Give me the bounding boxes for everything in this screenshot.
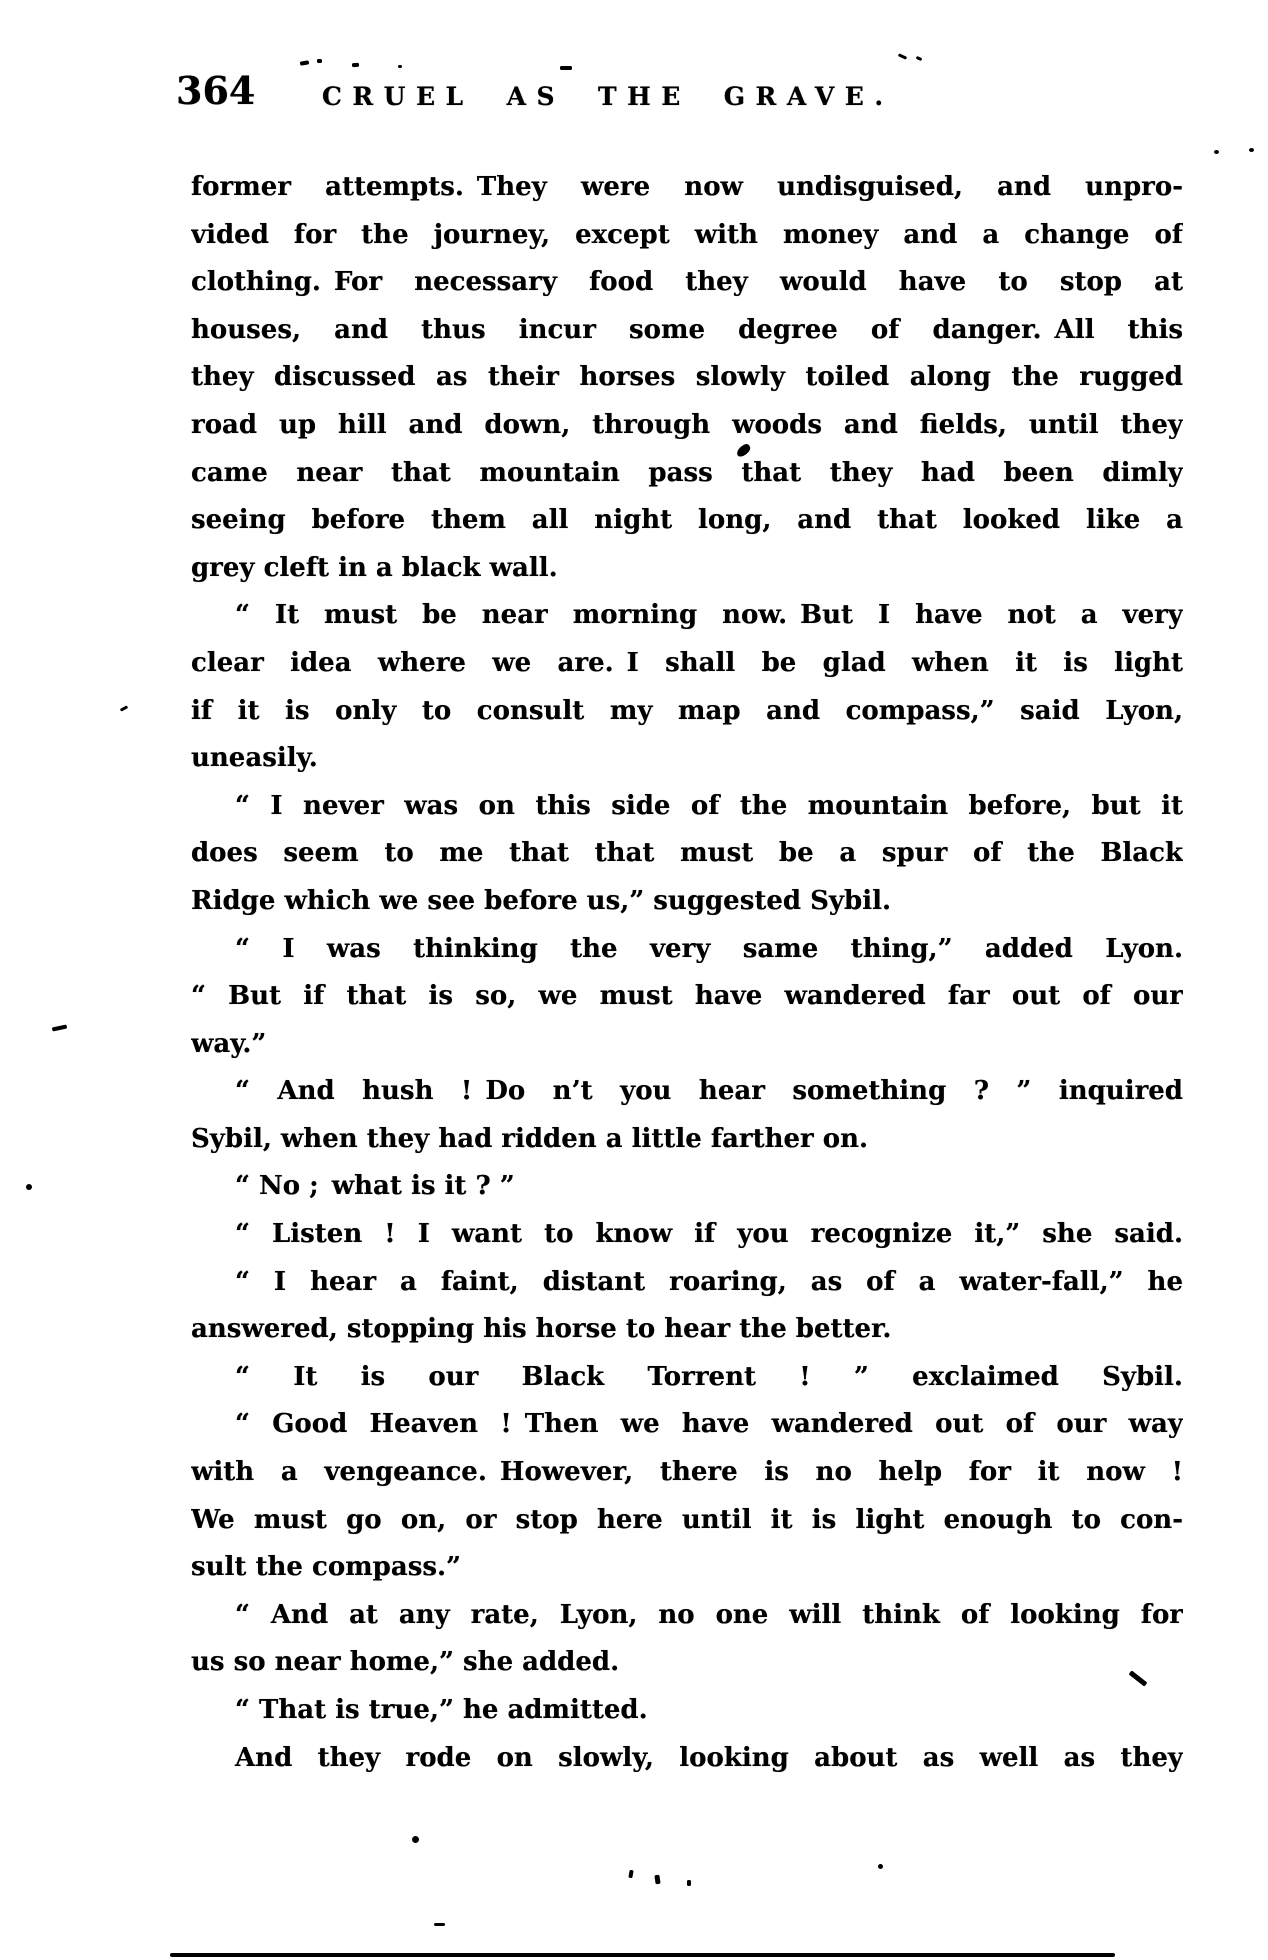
scan-speck bbox=[916, 56, 923, 61]
scan-speck bbox=[560, 66, 572, 70]
text-line: “ And hush ! Do n’t you hear something ? ” inquired bbox=[235, 1076, 1183, 1107]
scan-speck bbox=[412, 1836, 419, 1843]
page-body bbox=[191, 164, 1183, 1782]
text-line: “ I hear a faint, distant roaring, as of a water-fall,” he bbox=[235, 1266, 1183, 1297]
text-line: Ridge which we see before us,” suggested Sybil. bbox=[191, 885, 892, 916]
text-line: if it is only to consult my map and compass,” said Lyon, bbox=[191, 695, 1183, 726]
text-line: Sybil, when they had ridden a little farther on. bbox=[191, 1123, 869, 1154]
text-line: “ I was thinking the very same thing,” added Lyon. bbox=[235, 933, 1183, 964]
scan-speck bbox=[317, 59, 322, 63]
scan-speck bbox=[878, 1864, 883, 1869]
text-line: us so near home,” she added. bbox=[191, 1647, 620, 1678]
text-line: does seem to me that that must be a spur of the Black bbox=[191, 838, 1183, 869]
scan-speck bbox=[898, 53, 907, 60]
scan-speck bbox=[1249, 148, 1254, 152]
text-line: “ No ; what is it ? ” bbox=[235, 1171, 515, 1202]
scan-speck bbox=[628, 1870, 633, 1879]
scan-speck bbox=[434, 1923, 445, 1926]
scan-speck bbox=[26, 1184, 32, 1190]
text-line: road up hill and down, through woods and fields, until they bbox=[191, 409, 1183, 440]
scan-speck bbox=[654, 1875, 660, 1885]
text-line: former attempts. They were now undisguised, and unpro- bbox=[191, 172, 1183, 202]
text-line: they discussed as their horses slowly toiled along the rugged bbox=[191, 362, 1183, 393]
text-line: answered, stopping his horse to hear the better. bbox=[191, 1314, 892, 1345]
text-line: “ That is true,” he admitted. bbox=[235, 1695, 648, 1725]
scan-speck bbox=[120, 705, 128, 711]
text-line: uneasily. bbox=[191, 743, 318, 774]
text-line: And they rode on slowly, looking about as well as they bbox=[235, 1742, 1183, 1773]
text-line: clear idea where we are. I shall be glad when it is light bbox=[191, 647, 1183, 678]
text-line: We must go on, or stop here until it is light enough to con- bbox=[191, 1504, 1183, 1535]
scan-speck bbox=[52, 1024, 68, 1031]
text-line: with a vengeance. However, there is no help for it now ! bbox=[191, 1457, 1183, 1488]
text-line: “ I never was on this side of the mountain before, but it bbox=[235, 790, 1183, 821]
scan-edge-line bbox=[170, 1953, 1115, 1957]
text-line: “ It must be near morning now. But I have not a very bbox=[235, 600, 1183, 631]
text-line: houses, and thus incur some degree of danger. All this bbox=[191, 314, 1183, 345]
text-line: way.” bbox=[191, 1028, 267, 1059]
text-line: clothing. For necessary food they would have to stop at bbox=[191, 267, 1183, 298]
page-number: 364 bbox=[176, 68, 256, 113]
text-line: came near that mountain pass that they had been dimly bbox=[191, 457, 1183, 488]
text-line: vided for the journey, except with money and a change of bbox=[191, 219, 1183, 250]
text-line: grey cleft in a black wall. bbox=[191, 552, 558, 583]
text-line: “ And at any rate, Lyon, no one will think of looking for bbox=[235, 1599, 1183, 1630]
text-line: sult the compass.” bbox=[191, 1552, 461, 1583]
scan-speck bbox=[300, 60, 310, 66]
text-line: “ Listen ! I want to know if you recognize it,” she said. bbox=[235, 1219, 1183, 1250]
text-line: “ It is our Black Torrent ! ” exclaimed Sybil. bbox=[235, 1361, 1183, 1392]
text-line: “ But if that is so, we must have wandered far out of our bbox=[191, 981, 1183, 1012]
text-line: seeing before them all night long, and that looked like a bbox=[191, 505, 1183, 536]
text-line: “ Good Heaven ! Then we have wandered out of our way bbox=[235, 1409, 1183, 1440]
scan-speck bbox=[1214, 150, 1219, 154]
scan-speck bbox=[352, 63, 359, 68]
scan-speck bbox=[398, 65, 402, 68]
scan-speck bbox=[687, 1880, 691, 1886]
running-title: CRUEL AS THE GRAVE. bbox=[322, 82, 894, 111]
